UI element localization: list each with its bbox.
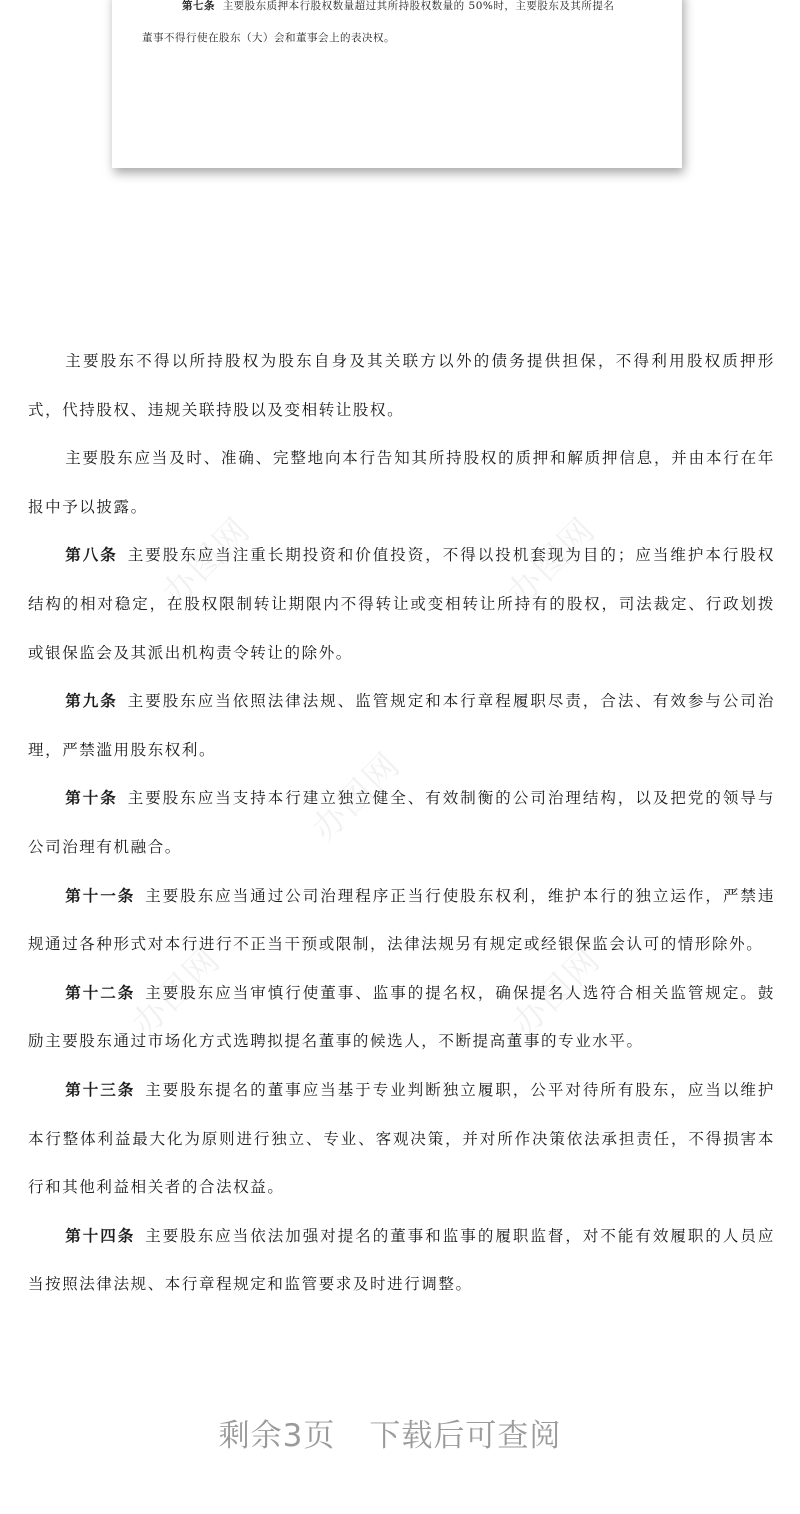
download-hint-label: 下载后可查阅	[369, 1418, 562, 1454]
watermark: 办图网	[154, 509, 259, 615]
remaining-pages-banner[interactable]	[0, 1410, 780, 1455]
document-paragraph	[28, 1066, 775, 1212]
article-7	[142, 0, 662, 54]
article-text: 主要股东不得以所持股权为股东自身及其关联方以外的债务提供担保，不得利用股权质押形式，代持股权、违规关联持股以及变相转让股权。	[28, 352, 775, 419]
article-text: 主要股东应当注重长期投资和价值投资，不得以投机套现为目的；应当维护本行股权结构的相对稳定，在股权限制转让期限内不得转让或变相转让所持有的股权，司法裁定、行政划拨或银保监会及其派出机构责令转让的除外。	[28, 546, 775, 662]
watermark: 办图网	[499, 509, 604, 615]
article-text: 主要股东提名的董事应当基于专业判断独立履职，公平对待所有股东，应当以维护本行整体利益最大化为原则进行独立、专业、客观决策，并对所作决策依法承担责任，不得损害本行和其他利益相关者的合法权益。	[28, 1080, 775, 1197]
article-text: 主要股东应当依照法律法规、监管规定和本行章程履职尽责，合法、有效参与公司治理，严禁滥用股东权利。	[28, 692, 775, 759]
watermark: 办图网	[304, 744, 409, 850]
article-text: 主要股东应当审慎行使董事、监事的提名权，确保提名人选符合相关监管规定。鼓励主要股东通过市场化方式选聘拟提名董事的候选人，不断提高董事的专业水平。	[28, 983, 775, 1051]
document-paragraph	[28, 677, 775, 774]
document-paragraph	[28, 531, 775, 677]
article-text: 主要股东应当依法加强对提名的董事和监事的履职监督，对不能有效履职的人员应当按照法律法规、本行章程规定和监管要求及时进行调整。	[28, 1226, 775, 1294]
watermark: 办图网	[504, 939, 609, 1045]
article-label: 第八条	[65, 545, 118, 565]
article-label: 第十三条	[65, 1079, 136, 1099]
article-7-label: 第七条	[182, 0, 215, 12]
article-label: 第九条	[65, 691, 118, 711]
document-body	[28, 337, 775, 1309]
remaining-pages-label: 剩余3页	[218, 1418, 336, 1454]
document-paragraph	[28, 434, 775, 531]
article-text: 主要股东应当及时、准确、完整地向本行告知其所持股权的质押和解质押信息，并由本行在年报中予以披露。	[28, 449, 775, 516]
document-paragraph	[28, 774, 775, 871]
watermark: 办图网	[124, 939, 229, 1045]
article-label: 第十一条	[65, 885, 136, 905]
preview-page-card	[112, 0, 682, 168]
document-paragraph	[28, 969, 775, 1066]
document-paragraph	[28, 1212, 775, 1309]
article-7-text-line2: 董事不得行使在股东（大）会和董事会上的表决权。	[142, 32, 395, 44]
article-label: 第十条	[65, 788, 118, 808]
article-7-text-line1: 主要股东质押本行股权数量超过其所持股权数量的 50%时，主要股东及其所提名	[222, 0, 615, 12]
article-text: 主要股东应当通过公司治理程序正当行使股东权利，维护本行的独立运作，严禁违规通过各种形式对本行进行不正当干预或限制，法律法规另有规定或经银保监会认可的情形除外。	[28, 886, 775, 954]
document-paragraph	[28, 337, 775, 434]
article-text: 主要股东应当支持本行建立独立健全、有效制衡的公司治理结构，以及把党的领导与公司治理有机融合。	[28, 789, 775, 856]
article-label: 第十二条	[65, 982, 136, 1002]
document-paragraph	[28, 872, 775, 969]
article-label: 第十四条	[65, 1225, 136, 1245]
